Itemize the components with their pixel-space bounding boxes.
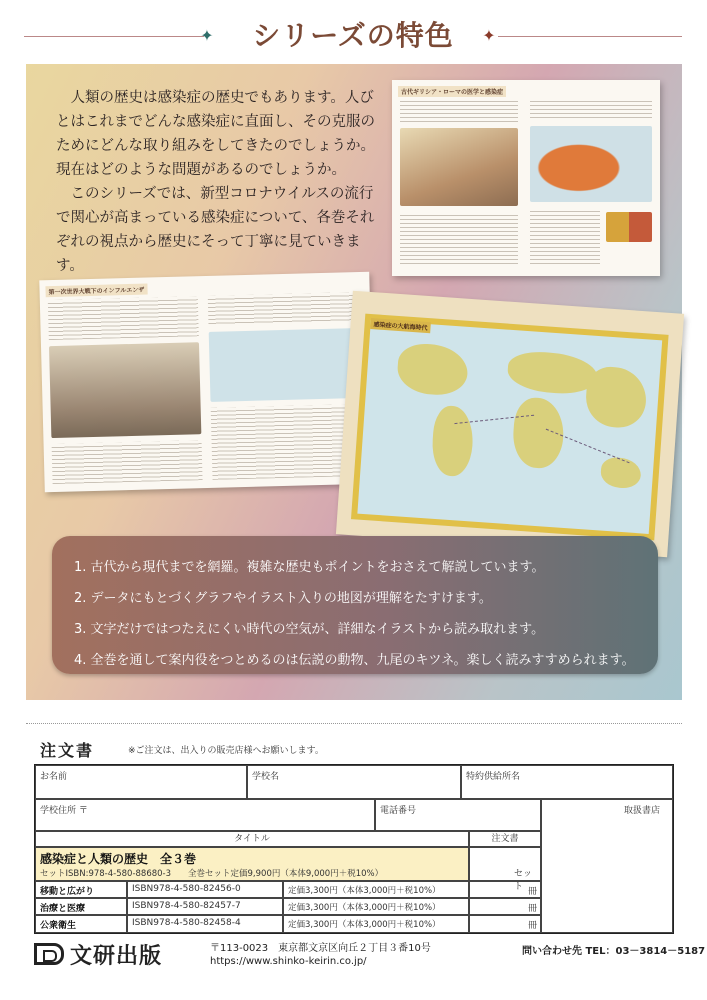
book-isbn-cell: ISBN978-4-580-82457-7 — [127, 898, 283, 915]
section-title-bar — [0, 14, 707, 58]
sample-heading: 古代ギリシア・ローマの医学と感染症 — [398, 86, 506, 97]
sample-heading: 感染症の大航海時代 — [370, 318, 431, 333]
ornament-icon: ✦ — [482, 26, 496, 45]
publisher-logo — [34, 941, 162, 967]
feature-points — [52, 536, 658, 674]
publisher-address — [210, 942, 431, 968]
sample-spread-image — [39, 272, 374, 493]
intro-paragraph: このシリーズでは、新型コロナウイルスの流行で関心が高まっている感染症について、各巻それぞれの視点から歴史にそって丁寧に見ていきます。 — [56, 186, 375, 274]
book-isbn-cell: ISBN978-4-580-82458-4 — [127, 915, 283, 933]
title-column-header: タイトル — [35, 831, 469, 847]
book-price-cell: 定価3,300円（本体3,000円＋税10%） — [283, 881, 469, 898]
publisher-name: 文研出版 — [70, 943, 163, 969]
feature-panel — [26, 64, 682, 700]
page-title: シリーズの特色 — [252, 19, 454, 52]
book-title-cell: 治療と医療 — [35, 898, 127, 915]
bookstore-field[interactable]: 取扱書店 — [541, 799, 673, 933]
feature-point: 3. 文字だけではつたえにくい時代の空気が、詳細なイラストから読み取れます。 — [74, 622, 545, 637]
book-quantity-field[interactable]: 冊 — [469, 915, 541, 933]
school-address-field[interactable]: 学校住所 〒 — [35, 799, 375, 831]
logo-mark-icon — [34, 943, 64, 965]
intro-paragraph: 人類の歴史は感染症の歴史でもあります。人びとはこれまでどんな感染症に直面し、その克服のためにどんな取り組みをしてきたのでしょうか。現在はどのような問題があるのでしょうか。 — [56, 90, 375, 178]
website-link[interactable]: https://www.shinko-keirin.co.jp/ — [210, 956, 367, 967]
feature-point: 2. データにもとづくグラフやイラスト入りの地図が理解をたすけます。 — [74, 591, 492, 606]
phone-field[interactable]: 電話番号 — [375, 799, 541, 831]
cut-line — [26, 723, 682, 724]
order-column-header: 注文書 — [469, 831, 541, 847]
book-quantity-field[interactable]: 冊 — [469, 881, 541, 898]
name-field[interactable]: お名前 — [35, 765, 247, 799]
order-form-title: 注文書 — [40, 741, 95, 760]
book-quantity-field[interactable]: 冊 — [469, 898, 541, 915]
series-title: 感染症と人類の歴史 全３巻 — [40, 852, 197, 866]
sample-heading: 第一次世界大戦下のインフルエンザ — [45, 284, 147, 298]
book-title-cell: 公衆衛生 — [35, 915, 127, 933]
world-map — [351, 314, 669, 541]
order-form — [34, 764, 674, 934]
feature-point: 1. 古代から現代までを網羅。複雑な歴史もポイントをおさえて解説しています。 — [74, 560, 545, 575]
ornament-icon: ✦ — [200, 26, 214, 45]
series-row — [35, 847, 469, 881]
title-rule-right — [498, 36, 682, 37]
title-rule-left — [24, 36, 204, 37]
book-isbn-cell: ISBN978-4-580-82456-0 — [127, 881, 283, 898]
contact-info: 問い合わせ先 TEL：03－3814－5187 — [522, 946, 706, 957]
intro-text — [56, 86, 386, 278]
school-name-field[interactable]: 学校名 — [247, 765, 461, 799]
postal-address: 〒113-0023 東京都文京区向丘２丁目３番10号 — [210, 943, 431, 954]
feature-point: 4. 全巻を通して案内役をつとめるのは伝説の動物、九尾のキツネ。楽しく読みすすめられます。 — [74, 653, 635, 668]
supplier-field[interactable]: 特約供給所名 — [461, 765, 673, 799]
set-quantity-field[interactable]: セット — [469, 847, 541, 881]
sample-spread-image — [392, 80, 660, 276]
book-title-cell: 移動と広がり — [35, 881, 127, 898]
book-price-cell: 定価3,300円（本体3,000円＋税10%） — [283, 898, 469, 915]
order-note: ※ご注文は、出入りの販売店様へお願いします。 — [128, 746, 324, 756]
book-price-cell: 定価3,300円（本体3,000円＋税10%） — [283, 915, 469, 933]
sample-map-image — [336, 291, 684, 558]
series-isbn: セットISBN:978-4-580-88680-3 全巻セット定価9,900円（本体9,000円＋税10%） — [40, 869, 384, 879]
